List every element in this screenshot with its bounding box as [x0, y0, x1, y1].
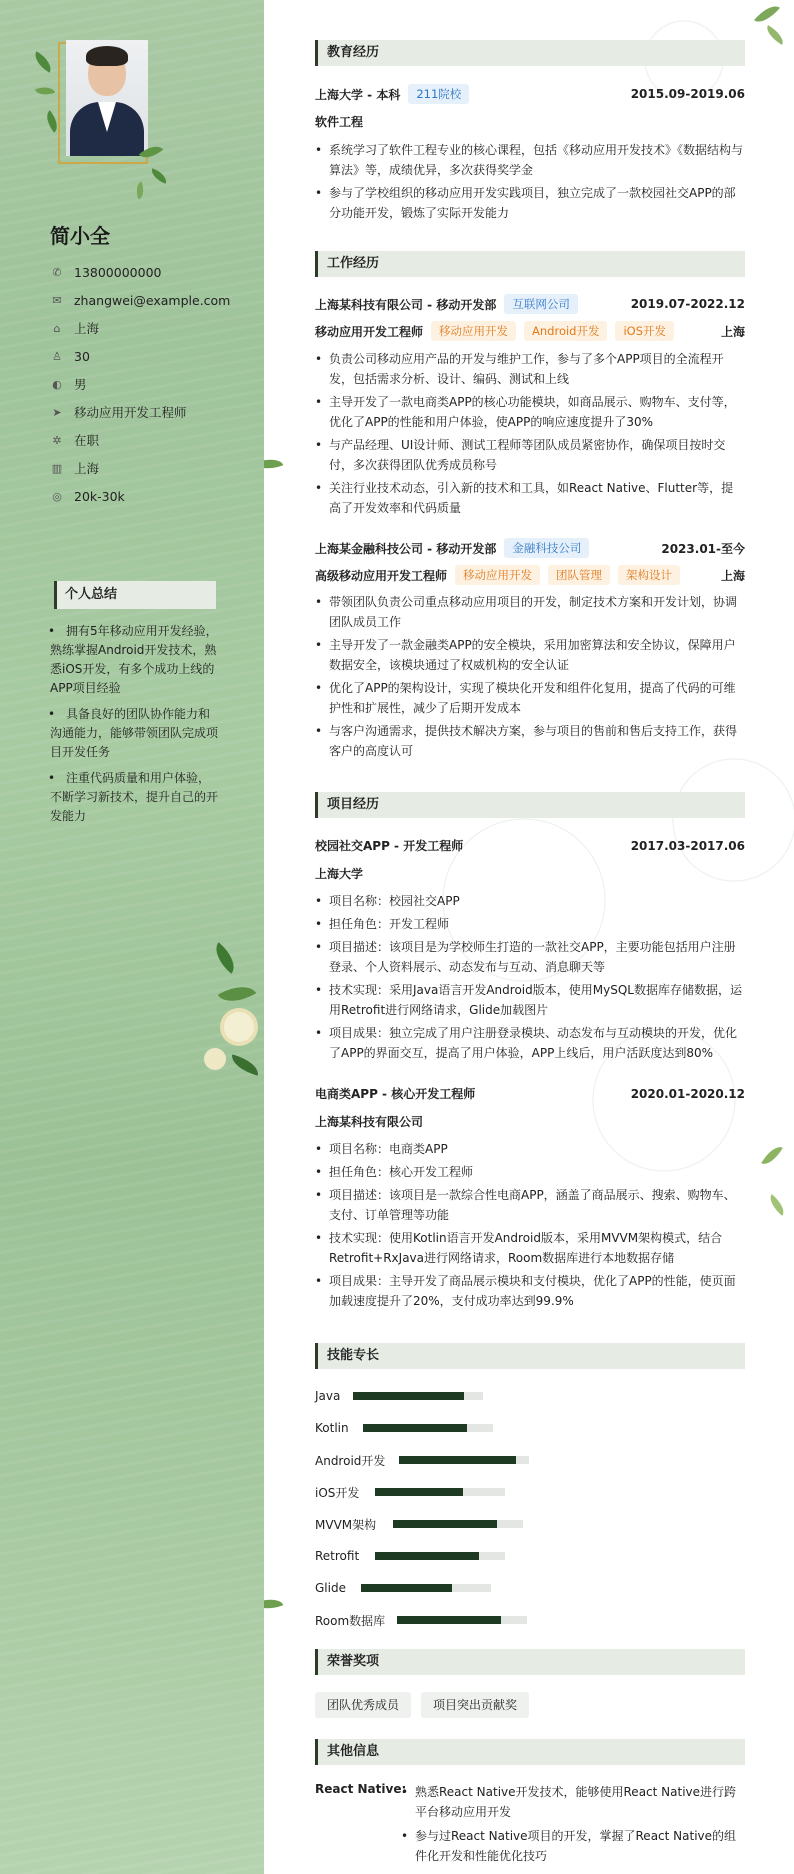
skill-bar-fill — [375, 1552, 479, 1560]
skill-tag: 架构设计 — [618, 565, 680, 585]
project-org: 上海大学 — [315, 867, 364, 881]
job-role-row — [315, 321, 745, 341]
skill-row — [315, 1418, 493, 1438]
main-content — [264, 0, 794, 1874]
gender-icon: ◐ — [52, 377, 62, 391]
project-period: 2017.03-2017.06 — [630, 838, 745, 853]
info-target-city — [50, 454, 230, 482]
list-item: • 项目名称：校园社交APP — [315, 891, 745, 911]
education-title: 教育经历 — [315, 40, 745, 66]
leaf-decoration — [208, 942, 241, 974]
project-org: 上海某科技有限公司 — [315, 1115, 424, 1129]
project-org-row — [315, 1113, 745, 1130]
list-item: • 主导开发了一款电商类APP的核心功能模块，如商品展示、购物车、支付等，优化了APP的性能和用户体验，使APP的响应速度提升了30% — [315, 392, 745, 432]
list-item: • 关注行业技术动态，引入新的技术和工具，如React Native、Flutter等，提高了开发效率和代码质量 — [315, 478, 745, 518]
projects-title: 项目经历 — [315, 792, 745, 818]
skill-tag: 移动应用开发 — [431, 321, 516, 341]
project-header — [315, 837, 745, 854]
candidate-name: 简小全 — [50, 224, 110, 248]
home-icon: ⌂ — [53, 321, 61, 335]
skill-name: Room数据库 — [315, 1613, 386, 1628]
project-name: 校园社交APP - 开发工程师 — [315, 839, 464, 853]
job-location: 上海 — [720, 324, 745, 339]
skill-name: Glide — [315, 1581, 346, 1595]
job-period: 2023.01-至今 — [661, 541, 745, 556]
list-item: • 熟悉React Native开发技术，能够使用React Native进行跨平台移动应用开发 — [401, 1782, 745, 1822]
job-role: 高级移动应用开发工程师 — [315, 568, 448, 583]
skill-name: iOS开发 — [315, 1485, 360, 1500]
list-item: • 项目成果：独立完成了用户注册登录模块、动态发布与互动模块的开发，优化了APP的界面交互，提高了用户体验，APP上线后，用户活跃度达到80% — [315, 1023, 745, 1063]
skill-name: MVVM架构 — [315, 1517, 377, 1532]
info-email — [50, 286, 230, 314]
info-gender — [50, 370, 230, 398]
school-tag: 211院校 — [408, 84, 469, 104]
gender-value: 男 — [74, 377, 87, 392]
flower-icon — [224, 1012, 254, 1042]
avatar — [66, 40, 148, 156]
summary-text: • 拥有5年移动应用开发经验，熟练掌握Android开发技术，熟悉iOS开发，有多个成功上线的APP项目经验 — [50, 624, 218, 695]
list-item: • 项目描述：该项目是为学校师生打造的一款社交APP，主要功能包括用户注册登录、个人资料展示、动态发布与互动、消息聊天等 — [315, 937, 745, 977]
flower-decoration — [200, 930, 264, 1090]
project-header — [315, 1085, 745, 1102]
job-header — [315, 538, 745, 558]
skill-row — [315, 1386, 483, 1406]
skill-bar-track — [397, 1616, 527, 1624]
contact-info — [50, 258, 230, 510]
list-item — [50, 769, 220, 826]
skill-bar-track — [353, 1392, 483, 1400]
list-item: • 参与了学校组织的移动应用开发实践项目，独立完成了一款校园社交APP的部分功能开发，锻炼了实际开发能力 — [315, 183, 745, 223]
major: 软件工程 — [315, 115, 364, 129]
summary-text: • 注重代码质量和用户体验，不断学习新技术，提升自己的开发能力 — [50, 771, 219, 823]
project-name: 电商类APP - 核心开发工程师 — [315, 1087, 476, 1101]
skill-name: Android开发 — [315, 1453, 386, 1468]
city-value: 上海 — [74, 321, 100, 336]
building-icon: ▥ — [51, 461, 63, 475]
company-tag: 金融科技公司 — [504, 538, 589, 558]
list-item: • 优化了APP的架构设计，实现了模块化开发和组件化复用，提高了代码的可维护性和扩展性，减少了后期开发成本 — [315, 678, 745, 718]
skill-bar-track — [361, 1584, 491, 1592]
job-period: 2019.07-2022.12 — [630, 297, 745, 311]
summary-text: • 具备良好的团队协作能力和沟通能力，能够带领团队完成项目开发任务 — [50, 707, 219, 759]
work-title: 工作经历 — [315, 251, 745, 277]
skill-bar-track — [375, 1552, 505, 1560]
list-item: • 项目名称：电商类APP — [315, 1139, 745, 1159]
flower-icon — [204, 1048, 226, 1070]
skill-bar-fill — [399, 1456, 516, 1464]
list-item — [50, 622, 220, 698]
job-role: 移动应用开发工程师 — [315, 324, 424, 339]
status-value: 在职 — [74, 433, 100, 448]
education-header — [315, 84, 745, 104]
skill-bar-fill — [363, 1424, 467, 1432]
send-icon: ➤ — [52, 405, 62, 419]
job-role-row — [315, 565, 745, 585]
skill-bar-fill — [353, 1392, 464, 1400]
list-item: • 担任角色：开发工程师 — [315, 914, 745, 934]
phone-value: 13800000000 — [74, 264, 162, 280]
gear-icon: ✲ — [52, 433, 62, 447]
info-salary — [50, 482, 230, 510]
skill-bar-track — [393, 1520, 523, 1528]
skill-name: Kotlin — [315, 1421, 349, 1435]
list-item: • 主导开发了一款金融类APP的安全模块，采用加密算法和安全协议，保障用户数据安全，该模块通过了权威机构的安全认证 — [315, 635, 745, 675]
skill-row — [315, 1546, 505, 1566]
skill-row — [315, 1514, 523, 1534]
other-list — [401, 1782, 745, 1870]
list-item: • 项目成果：主导开发了商品展示模块和支付模块，优化了APP的性能，使页面加载速度提升了20%，支付成功率达到99.9% — [315, 1271, 745, 1311]
position-value: 移动应用开发工程师 — [74, 405, 187, 420]
skill-bar-track — [399, 1456, 529, 1464]
education-period: 2015.09-2019.06 — [630, 87, 745, 101]
award-badge: 项目突出贡献奖 — [421, 1692, 529, 1718]
project-org-row — [315, 865, 745, 882]
summary-list — [50, 622, 220, 833]
money-icon: ◎ — [52, 489, 62, 503]
other-label: React Native: — [315, 1782, 407, 1796]
other-title: 其他信息 — [315, 1739, 745, 1765]
leaf-decoration — [229, 1054, 262, 1075]
info-position — [50, 398, 230, 426]
skill-tag: 移动应用开发 — [455, 565, 540, 585]
info-city — [50, 314, 230, 342]
mail-icon: ✉ — [52, 293, 62, 307]
phone-icon: ✆ — [52, 265, 62, 279]
leaf-decoration — [218, 978, 256, 1011]
project-list — [315, 1139, 745, 1314]
skills-title: 技能专长 — [315, 1343, 745, 1369]
list-item: • 项目描述：该项目是一款综合性电商APP，涵盖了商品展示、搜索、购物车、支付、订单管理等功能 — [315, 1185, 745, 1225]
skill-row — [315, 1610, 527, 1630]
skill-row — [315, 1578, 491, 1598]
job-list — [315, 349, 745, 521]
salary-value: 20k-30k — [74, 488, 125, 504]
list-item: • 负责公司移动应用产品的开发与维护工作，参与了多个APP项目的全流程开发，包括需求分析、设计、编码、测试和上线 — [315, 349, 745, 389]
skill-name: Retrofit — [315, 1549, 360, 1563]
awards-title: 荣誉奖项 — [315, 1649, 745, 1675]
list-item: • 与客户沟通需求，提供技术解决方案，参与项目的售前和售后支持工作，获得客户的高度认可 — [315, 721, 745, 761]
skill-bar-track — [375, 1488, 505, 1496]
job-location: 上海 — [720, 568, 745, 583]
info-phone — [50, 258, 230, 286]
education-list — [315, 140, 745, 226]
project-list — [315, 891, 745, 1066]
company-name: 上海某科技有限公司 - 移动开发部 — [315, 297, 497, 312]
skill-row — [315, 1450, 529, 1470]
skill-name: Java — [315, 1389, 341, 1403]
company-tag: 互联网公司 — [504, 294, 578, 314]
skill-bar-fill — [397, 1616, 501, 1624]
photo-frame — [40, 36, 160, 176]
skill-bar-fill — [361, 1584, 452, 1592]
skill-bar-fill — [393, 1520, 497, 1528]
list-item: • 系统学习了软件工程专业的核心课程，包括《移动应用开发技术》《数据结构与算法》等，成绩优异，多次获得奖学金 — [315, 140, 745, 180]
major-row — [315, 113, 745, 130]
skill-bar-track — [363, 1424, 493, 1432]
skill-tag: iOS开发 — [615, 321, 674, 341]
list-item: • 与产品经理、UI设计师、测试工程师等团队成员紧密协作，确保项目按时交付，多次获得团队优秀成员称号 — [315, 435, 745, 475]
project-period: 2020.01-2020.12 — [630, 1086, 745, 1101]
age-value: 30 — [74, 348, 90, 364]
summary-title: 个人总结 — [54, 581, 216, 609]
sidebar — [0, 0, 264, 1874]
job-list — [315, 592, 745, 764]
company-name: 上海某金融科技公司 - 移动开发部 — [315, 541, 497, 556]
info-status — [50, 426, 230, 454]
skill-row — [315, 1482, 505, 1502]
award-badge: 团队优秀成员 — [315, 1692, 411, 1718]
target-city-value: 上海 — [74, 461, 100, 476]
skill-tag: 团队管理 — [548, 565, 610, 585]
list-item: • 参与过React Native项目的开发，掌握了React Native的组件化开发和性能优化技巧 — [401, 1826, 745, 1866]
email-value: zhangwei@example.com — [74, 292, 231, 308]
list-item: • 技术实现：采用Java语言开发Android版本，使用MySQL数据库存储数据，运用Retrofit进行网络请求，Glide加载图片 — [315, 980, 745, 1020]
job-header — [315, 294, 745, 314]
skill-bar-fill — [375, 1488, 463, 1496]
list-item: • 技术实现：使用Kotlin语言开发Android版本，采用MVVM架构模式，结合Retrofit+RxJava进行网络请求，Room数据库进行本地数据存储 — [315, 1228, 745, 1268]
info-age — [50, 342, 230, 370]
list-item — [50, 705, 220, 762]
avatar-hair — [86, 46, 128, 66]
list-item: • 担任角色：核心开发工程师 — [315, 1162, 745, 1182]
school-name: 上海大学 - 本科 — [315, 87, 401, 102]
cake-icon: ♙ — [52, 349, 62, 363]
skill-tag: Android开发 — [524, 321, 607, 341]
list-item: • 带领团队负责公司重点移动应用项目的开发，制定技术方案和开发计划，协调团队成员工作 — [315, 592, 745, 632]
